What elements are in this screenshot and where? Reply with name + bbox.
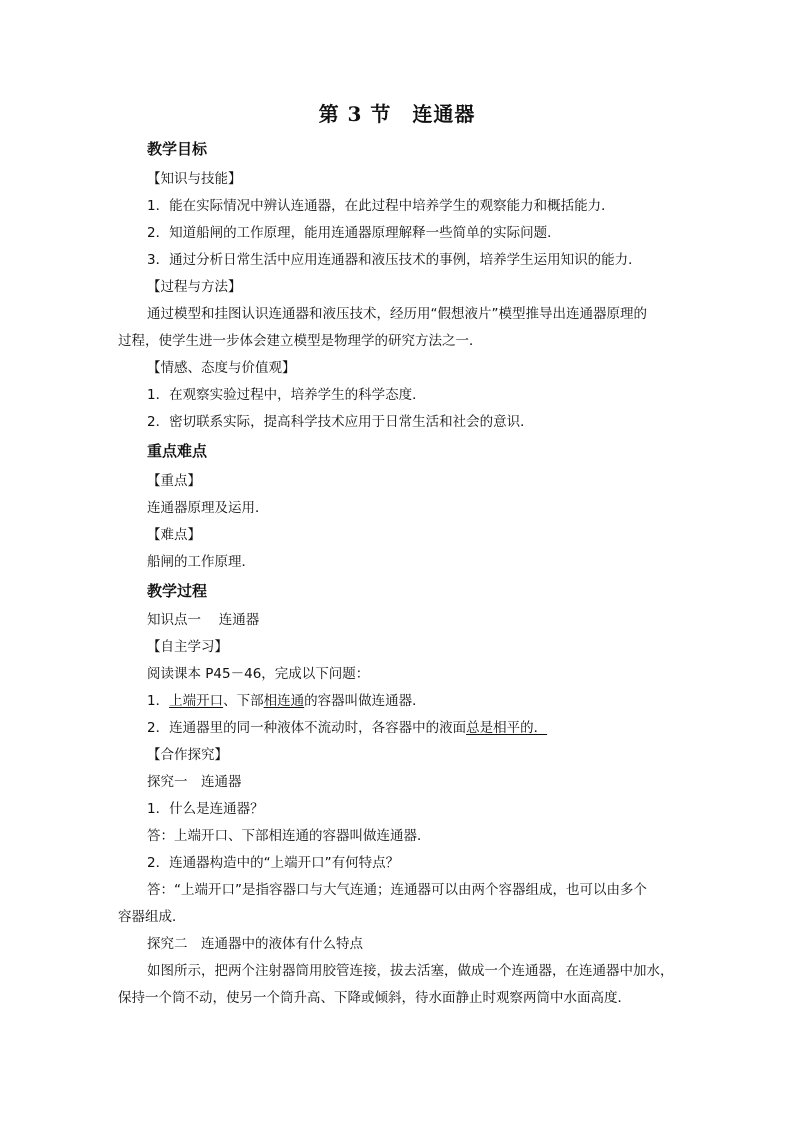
inquiry-1-question-1: 1．什么是连通器？ [147,801,264,817]
page-title: 第 3 节 连通器 [318,102,476,126]
question-2-text: 2．连通器里的同一种液体不流动时，各容器中的液面 [147,720,467,736]
reading-instruction: 阅读课本 P45－46，完成以下问题： [147,666,370,682]
goal-item-2: 2．知道船闸的工作原理，能用连通器原理解释一些简单的实际问题． [147,225,561,241]
label-key: 【重点】 [147,473,201,489]
answer-blank-level: 总是相平的． [466,720,548,736]
goal-item-1: 1．能在实际情况中辨认连通器，在此过程中培养学生的观察能力和概括能力． [147,198,615,214]
question-1-mid: 、下部 [223,693,264,709]
difficulty-text: 船闸的工作原理． [147,554,255,570]
inquiry-1-title: 探究一 连通器 [147,774,242,790]
label-knowledge-skills: 【知识与技能】 [147,171,242,187]
label-process-method: 【过程与方法】 [147,279,242,295]
label-cooperative-inquiry: 【合作探究】 [147,747,228,763]
question-1-end: 的容器叫做连通器． [304,693,426,709]
question-1-number: 1． [147,693,170,709]
label-self-study: 【自主学习】 [147,639,228,655]
section-heading-goals: 教学目标 [147,140,208,158]
label-difficulty: 【难点】 [147,527,201,543]
question-1 [147,691,426,711]
inquiry-2-text-line1: 如图所示，把两个注射器筒用胶管连接，拔去活塞，做成一个连通器，在连通器中加水， [147,963,674,979]
process-text-line2: 过程，使学生进一步体会建立模型是物理学的研究方法之一． [118,333,483,349]
label-emotion-values: 【情感、态度与价值观】 [147,360,296,376]
section-heading-process: 教学过程 [147,582,208,600]
inquiry-2-title: 探究二 连通器中的液体有什么特点 [147,936,363,952]
inquiry-1-answer-2-line1: 答：“上端开口”是指容器口与大气连通；连通器可以由两个容器组成，也可以由多个 [147,882,647,898]
knowledge-point-1: 知识点一 连通器 [147,612,260,628]
inquiry-1-answer-2-line2: 容器组成． [118,909,186,925]
process-text-line1: 通过模型和挂图认识连通器和液压技术，经历用“假想液片”模型推导出连通器原理的 [147,306,647,322]
answer-blank-open-top: 上端开口 [169,693,224,709]
question-2 [147,718,547,738]
emotion-item-1: 1．在观察实验过程中，培养学生的科学态度． [147,387,426,403]
goal-item-3: 3．通过分析日常生活中应用连通器和液压技术的事例，培养学生运用知识的能力． [147,252,642,268]
inquiry-1-answer-1: 答：上端开口、下部相连通的容器叫做连通器． [147,828,431,844]
inquiry-1-question-2: 2．连通器构造中的“上端开口”有何特点？ [147,855,400,871]
section-heading-key-points: 重点难点 [147,442,208,460]
answer-blank-connected: 相连通 [263,693,305,709]
inquiry-2-text-line2: 保持一个筒不动，使另一个筒升高、下降或倾斜，待水面静止时观察两筒中水面高度． [118,990,631,1006]
emotion-item-2: 2．密切联系实际，提高科学技术应用于日常生活和社会的意识． [147,414,534,430]
key-text: 连通器原理及运用． [147,500,269,516]
